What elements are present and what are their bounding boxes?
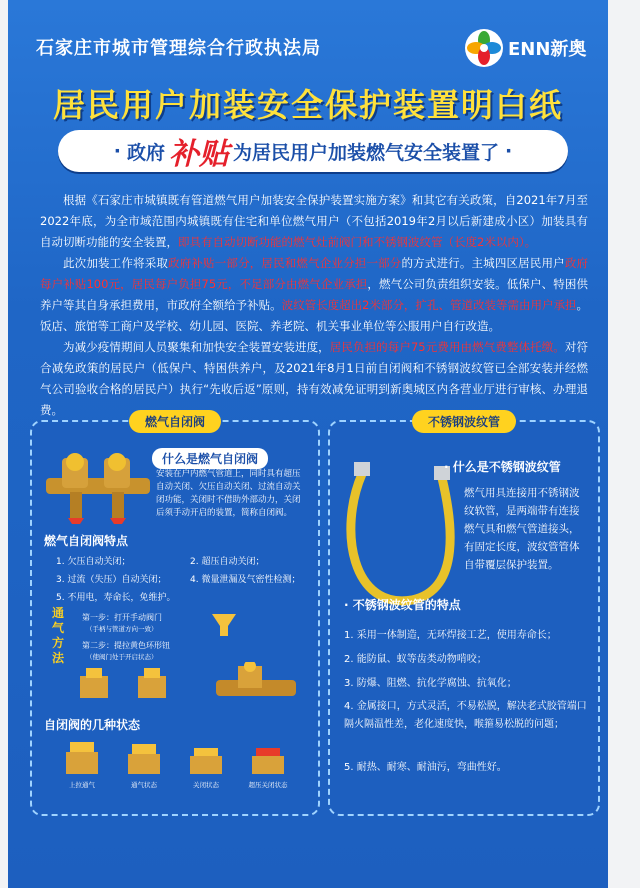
hose-what-title: · 什么是不锈钢波纹管 — [444, 460, 561, 474]
hose-feature: 5. 耐热、耐寒、耐油污，弯曲性好。 — [344, 762, 507, 773]
valve-features-title: 燃气自闭阀特点 — [44, 534, 129, 548]
bullet-dot: · — [113, 140, 121, 162]
intro-text — [40, 190, 588, 421]
enn-logo — [464, 26, 594, 70]
hose-feature: 2. 能防鼠、蚁等齿类动物啃咬； — [344, 654, 487, 665]
valve-feature: 4. 微量泄漏及气密性检测； — [190, 575, 301, 585]
panel-tab-valve: 燃气自闭阀 — [129, 410, 221, 433]
state-open-icon — [124, 738, 164, 778]
hose-features-title: · 不锈钢波纹管的特点 — [344, 598, 461, 612]
subtitle-bar — [58, 130, 568, 172]
valve-feature: 1. 欠压自动关闭； — [56, 557, 131, 567]
step-1-note: （手柄与管道方向一致） — [86, 625, 158, 633]
valve-feature: 5. 不用电，寿命长，免维护。 — [56, 593, 176, 603]
valve-what-title: 什么是燃气自闭阀 — [152, 448, 268, 469]
state-label: 通气状态 — [131, 781, 157, 789]
valve-what-desc: 安装在户内燃气管道上，同时具有超压自动关闭、欠压自动关闭、过流自动关闭功能，关闭时不借助外部动力，关闭后须手动开启的装置，简称自闭阀。 — [156, 469, 301, 518]
state-label: 关闭状态 — [193, 781, 219, 789]
handle-icon — [210, 612, 238, 638]
panel-tab-hose: 不锈钢波纹管 — [412, 410, 516, 433]
main-title: 居民用户加装安全保护装置明白纸 — [52, 86, 563, 124]
enn-logo-icon — [464, 28, 504, 68]
state-closed-icon — [186, 738, 226, 778]
step-2: 第二步：提拉黄色环形钮 — [82, 641, 170, 650]
step-2-note: （使阀门处于开启状态） — [86, 653, 158, 661]
subtitle-suffix: 为居民用户加装燃气安全装置了 — [233, 141, 500, 164]
state-overpressure-icon — [248, 738, 288, 778]
valve-feature: 2. 超压自动关闭； — [190, 557, 265, 567]
valve-feature: 3. 过流（失压）自动关闭； — [56, 575, 167, 585]
method-illustration — [76, 662, 312, 708]
hose-what-desc: 燃气用具连接用不锈钢波纹软管，是两端带有连接燃气具和燃气管道接头，有固定长度，波纹管管体自带覆层保护装置。 — [464, 487, 580, 571]
logo-text: ENN新奥 — [508, 39, 587, 60]
hose-feature: 4. 金属接口，方式灵活，不易松脱，解决老式胶管端口隔火隔温性差，老化速度快，喉箍易松脱的问题； — [344, 701, 587, 730]
state-pull-up-icon — [62, 738, 102, 778]
intro-paragraph-3: 为减少疫情期间人员聚集和加快安全装置安装进度，居民负担的每户75元费用由燃气费整体托缴。对符合减免政策的居民户（低保户、特困供养户，及2021年8月1日前自闭阀和不锈钢波纹管已全部安装并经燃气公司验收合格的居民户）执行“先收后返”原则，持有效减免证明到新奥城区内各营业厅进行审核、办理退费。 — [40, 340, 589, 417]
hose-feature: 1. 采用一体制造，无环焊接工艺，使用寿命长； — [344, 630, 557, 641]
intro-paragraph-2: 此次加装工作将采取政府补贴一部分，居民和燃气企业分担一部分的方式进行。主城四区居民用户政府每户补贴100元，居民每户负担75元，不足部分由燃气企业承担，燃气公司负责组织安装。低保户、特困供养户等其自身承担费用，市政府全额给予补贴。波纹管长度超出2米部分，扩孔、管道改装等需由用户承担。饭店、旅馆等工商户及学校、幼儿园、医院、养老院、机关事业单位等公服用户自行改造。 — [40, 256, 589, 333]
corrugated-hose-panel — [328, 415, 600, 816]
state-label: 上拉通气 — [69, 781, 95, 789]
subtitle-highlight: 补贴 — [169, 137, 229, 172]
intro-paragraph-1: 根据《石家庄市城镇既有管道燃气用户加装安全保护装置实施方案》和其它有关政策，自2021年7月至2022年底，为全市域范围内城镇既有住宅和单位燃气用户（不包括2019年2月以后新建成小区）加装具有自动切断功能的安全装置，即具有自动切断功能的燃气灶前阀门和不锈钢波纹管（长度2米以内）。 — [40, 193, 588, 249]
bullet-dot: · — [505, 140, 513, 162]
authority-name: 石家庄市城市管理综合行政执法局 — [36, 38, 321, 59]
valve-image — [42, 448, 154, 526]
state-label: 超压关闭状态 — [248, 781, 288, 789]
poster — [8, 0, 608, 888]
self-closing-valve-panel — [30, 415, 320, 816]
step-1: 第一步：打开手动阀门 — [82, 613, 162, 622]
hose-feature: 3. 防爆、阻燃、抗化学腐蚀、抗氧化； — [344, 678, 517, 689]
valve-states-title: 自闭阀的几种状态 — [44, 718, 141, 732]
method-title: 通气方法 — [52, 606, 65, 665]
subtitle-prefix: 政府 — [126, 141, 165, 164]
